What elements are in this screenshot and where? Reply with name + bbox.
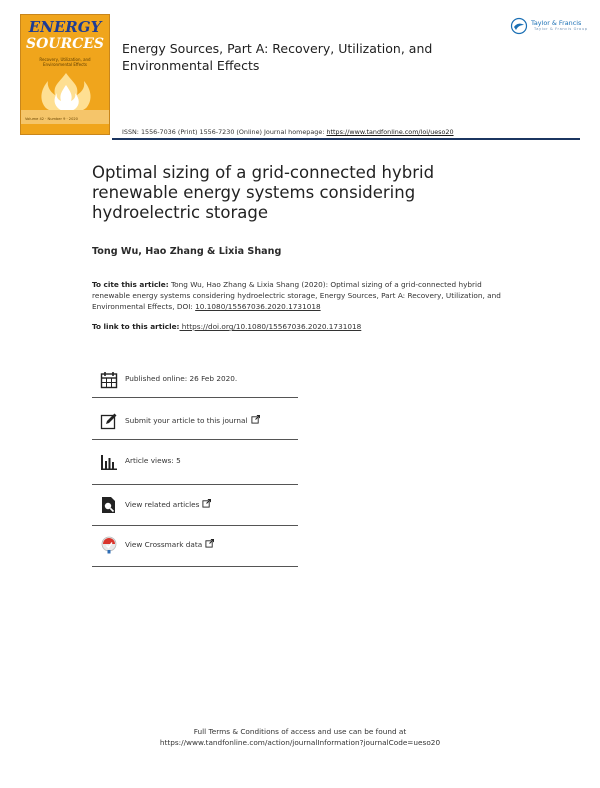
cover-title-line1: ENERGY — [28, 18, 102, 36]
publisher-name: Taylor & Francis — [531, 19, 582, 27]
journal-cover — [20, 14, 110, 135]
published-online-text: Published online: 26 Feb 2020. — [125, 374, 238, 383]
published-online-row — [92, 367, 298, 393]
journal-homepage-link[interactable]: https://www.tandfonline.com/loi/ueso20 — [326, 128, 454, 136]
article-doi-link[interactable]: https://doi.org/10.1080/15567036.2020.1731018 — [179, 322, 362, 331]
issn-line — [122, 128, 454, 136]
citation-block — [92, 279, 522, 312]
article-views-row — [92, 449, 298, 475]
article-title: Optimal sizing of a grid-connected hybrid renewable energy systems considering hydroelectric storage — [92, 163, 435, 222]
related-articles-link[interactable]: View related articles — [125, 500, 200, 509]
external-link-icon — [251, 415, 260, 424]
info-divider — [92, 525, 298, 526]
article-views-text: Article views: 5 — [125, 456, 181, 465]
submit-article-row[interactable] — [92, 408, 298, 434]
crossmark-link[interactable]: View Crossmark data — [125, 540, 203, 549]
publisher-group: Taylor & Francis Group — [534, 27, 588, 31]
article-authors: Tong Wu, Hao Zhang & Lixia Shang — [92, 246, 282, 257]
related-articles-row[interactable] — [92, 492, 298, 518]
edit-icon — [100, 412, 118, 430]
info-divider — [92, 484, 298, 485]
info-divider — [92, 439, 298, 440]
bar-chart-icon — [100, 453, 118, 471]
journal-title[interactable]: Energy Sources, Part A: Recovery, Utilization, and Environmental Effects — [122, 41, 433, 73]
document-search-icon — [100, 496, 118, 514]
publisher-logo-icon — [510, 17, 528, 35]
citation-label: To cite this article: — [92, 280, 169, 289]
cover-title-line2: SOURCES — [25, 36, 105, 52]
footer — [0, 726, 600, 748]
citation-text: Tong Wu, Hao Zhang & Lixia Shang (2020): Optimal sizing of a grid-connected hybrid renewable energy systems considering hydroelectric storage, Energy Sources, Part A: Recovery, Utilization, and Environmental Effects, DOI: — [92, 280, 501, 311]
crossmark-icon — [100, 536, 118, 554]
calendar-icon — [100, 371, 118, 389]
submit-article-link[interactable]: Submit your article to this journal — [125, 416, 248, 425]
citation-doi-link[interactable]: 10.1080/15567036.2020.1731018 — [195, 302, 321, 311]
article-link-label: To link to this article: — [92, 322, 180, 331]
publisher-logo[interactable] — [510, 16, 588, 36]
info-divider — [92, 397, 298, 398]
external-link-icon — [205, 539, 214, 548]
external-link-icon — [202, 499, 211, 508]
footer-line-1: Full Terms & Conditions of access and use can be found at — [193, 727, 407, 736]
article-link-line — [92, 322, 361, 331]
issn-text: ISSN: 1556-7036 (Print) 1556-7230 (Online) Journal homepage: — [122, 128, 327, 136]
footer-terms-link[interactable]: https://www.tandfonline.com/action/journalInformation?journalCode=ueso20 — [159, 738, 441, 747]
info-divider — [92, 566, 298, 567]
header-divider — [112, 138, 580, 140]
cover-subtitle: Recovery, Utilization, and Environmental Effects — [39, 57, 91, 67]
crossmark-row[interactable] — [92, 532, 298, 558]
cover-band-text: Volume 42 · Number 9 · 2020 — [25, 117, 78, 121]
